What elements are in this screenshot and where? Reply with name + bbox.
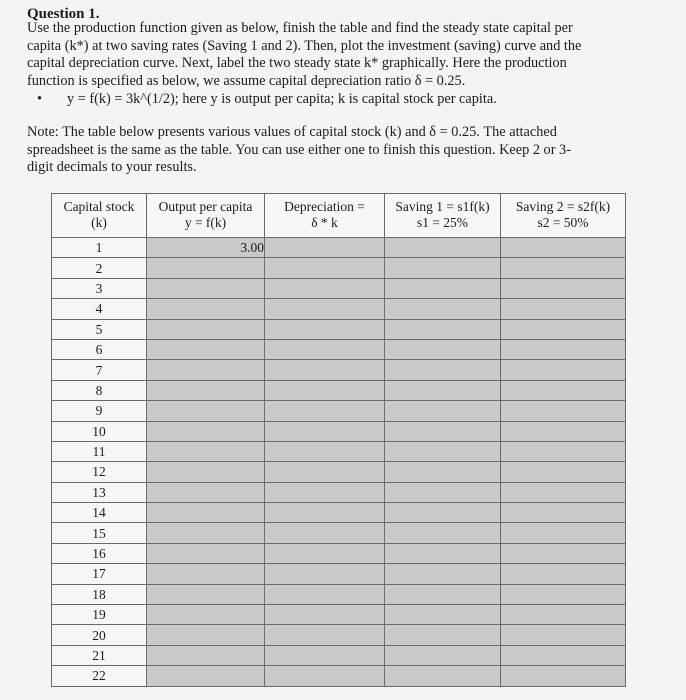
depreciation-cell[interactable] — [265, 543, 385, 563]
depreciation-cell[interactable] — [265, 441, 385, 461]
capital-stock-cell: 22 — [52, 666, 147, 686]
output-cell[interactable] — [147, 401, 265, 421]
table-header-row — [52, 194, 626, 238]
output-cell[interactable] — [147, 503, 265, 523]
saving-2-cell[interactable] — [501, 625, 626, 645]
table-row — [52, 584, 626, 604]
saving-2-cell[interactable] — [501, 666, 626, 686]
depreciation-cell[interactable] — [265, 319, 385, 339]
header-capital-stock: Capital stock (k) — [52, 194, 147, 238]
depreciation-cell[interactable] — [265, 523, 385, 543]
depreciation-cell[interactable] — [265, 564, 385, 584]
output-cell[interactable] — [147, 278, 265, 298]
depreciation-cell[interactable] — [265, 625, 385, 645]
capital-stock-cell: 12 — [52, 462, 147, 482]
depreciation-cell[interactable] — [265, 421, 385, 441]
output-cell[interactable]: 3.00 — [147, 238, 265, 258]
capital-stock-cell: 1 — [52, 238, 147, 258]
saving-1-cell[interactable] — [385, 605, 501, 625]
saving-2-cell[interactable] — [501, 258, 626, 278]
output-cell[interactable] — [147, 482, 265, 502]
capital-stock-cell: 2 — [52, 258, 147, 278]
output-cell[interactable] — [147, 666, 265, 686]
output-cell[interactable] — [147, 380, 265, 400]
table-row — [52, 462, 626, 482]
saving-2-cell[interactable] — [501, 584, 626, 604]
saving-1-cell[interactable] — [385, 319, 501, 339]
note-line: digit decimals to your results. — [27, 159, 197, 176]
header-output-per-capita: Output per capita y = f(k) — [147, 194, 265, 238]
saving-2-cell[interactable] — [501, 360, 626, 380]
saving-2-cell[interactable] — [501, 299, 626, 319]
saving-1-cell[interactable] — [385, 441, 501, 461]
saving-1-cell[interactable] — [385, 482, 501, 502]
output-cell[interactable] — [147, 339, 265, 359]
depreciation-cell[interactable] — [265, 339, 385, 359]
table-row — [52, 380, 626, 400]
saving-2-cell[interactable] — [501, 462, 626, 482]
saving-2-cell[interactable] — [501, 339, 626, 359]
note-line: spreadsheet is the same as the table. You can use either one to finish this question. Keep 2 or 3- — [27, 141, 571, 158]
intro-line: function is specified as below, we assume capital depreciation ratio δ = 0.25. — [27, 72, 466, 89]
saving-1-cell[interactable] — [385, 523, 501, 543]
table-row — [52, 605, 626, 625]
note-line: Note: The table below presents various values of capital stock (k) and δ = 0.25. The attached — [27, 124, 557, 140]
capital-stock-cell: 17 — [52, 564, 147, 584]
saving-2-cell[interactable] — [501, 319, 626, 339]
capital-stock-cell: 20 — [52, 625, 147, 645]
saving-1-cell[interactable] — [385, 380, 501, 400]
table-body — [52, 238, 626, 687]
production-function-text: y = f(k) = 3k^(1/2); here y is output per capita; k is capital stock per capita. — [67, 91, 497, 107]
output-cell[interactable] — [147, 462, 265, 482]
table-row — [52, 645, 626, 665]
capital-stock-cell: 14 — [52, 503, 147, 523]
capital-stock-cell: 13 — [52, 482, 147, 502]
saving-2-cell[interactable] — [501, 645, 626, 665]
capital-stock-cell: 4 — [52, 299, 147, 319]
saving-1-cell[interactable] — [385, 503, 501, 523]
note-paragraph — [27, 124, 657, 177]
output-cell[interactable] — [147, 523, 265, 543]
capital-stock-cell: 10 — [52, 421, 147, 441]
capital-table — [51, 193, 626, 687]
saving-2-cell[interactable] — [501, 441, 626, 461]
depreciation-cell[interactable] — [265, 645, 385, 665]
output-cell[interactable] — [147, 441, 265, 461]
intro-line: capital depreciation curve. Next, label the two steady state k* graphically. Here the production — [27, 55, 567, 72]
saving-2-cell[interactable] — [501, 523, 626, 543]
table-row — [52, 564, 626, 584]
depreciation-cell[interactable] — [265, 482, 385, 502]
saving-2-cell[interactable] — [501, 564, 626, 584]
table-row — [52, 625, 626, 645]
table-row — [52, 503, 626, 523]
capital-stock-cell: 18 — [52, 584, 147, 604]
output-cell[interactable] — [147, 299, 265, 319]
bullet-dot-icon: • — [37, 91, 43, 107]
depreciation-cell[interactable] — [265, 584, 385, 604]
intro-line: Use the production function given as below, finish the table and find the steady state capital per — [27, 20, 573, 36]
depreciation-cell[interactable] — [265, 258, 385, 278]
saving-1-cell[interactable] — [385, 462, 501, 482]
saving-2-cell[interactable] — [501, 380, 626, 400]
depreciation-cell[interactable] — [265, 238, 385, 258]
saving-1-cell[interactable] — [385, 401, 501, 421]
saving-1-cell[interactable] — [385, 543, 501, 563]
saving-1-cell[interactable] — [385, 339, 501, 359]
saving-2-cell[interactable] — [501, 482, 626, 502]
table-row — [52, 319, 626, 339]
capital-stock-cell: 15 — [52, 523, 147, 543]
saving-2-cell[interactable] — [501, 401, 626, 421]
header-saving-1: Saving 1 = s1f(k) s1 = 25% — [385, 194, 501, 238]
production-function-bullet — [37, 91, 497, 108]
output-cell[interactable] — [147, 543, 265, 563]
saving-1-cell[interactable] — [385, 360, 501, 380]
capital-stock-cell: 21 — [52, 645, 147, 665]
depreciation-cell[interactable] — [265, 278, 385, 298]
intro-line: capita (k*) at two saving rates (Saving 1 and 2). Then, plot the investment (saving) curve and the — [27, 37, 582, 54]
output-cell[interactable] — [147, 258, 265, 278]
table-row — [52, 482, 626, 502]
depreciation-cell[interactable] — [265, 380, 385, 400]
table-row — [52, 543, 626, 563]
output-cell[interactable] — [147, 319, 265, 339]
capital-stock-cell: 5 — [52, 319, 147, 339]
header-saving-2: Saving 2 = s2f(k) s2 = 50% — [501, 194, 626, 238]
output-cell[interactable] — [147, 584, 265, 604]
capital-stock-cell: 11 — [52, 441, 147, 461]
capital-stock-cell: 7 — [52, 360, 147, 380]
depreciation-cell[interactable] — [265, 401, 385, 421]
saving-1-cell[interactable] — [385, 564, 501, 584]
question-intro — [27, 20, 657, 90]
table-row — [52, 360, 626, 380]
output-cell[interactable] — [147, 625, 265, 645]
depreciation-cell[interactable] — [265, 605, 385, 625]
saving-2-cell[interactable] — [501, 503, 626, 523]
saving-2-cell[interactable] — [501, 605, 626, 625]
output-cell[interactable] — [147, 605, 265, 625]
saving-1-cell[interactable] — [385, 645, 501, 665]
depreciation-cell[interactable] — [265, 503, 385, 523]
table-row — [52, 523, 626, 543]
table-row — [52, 278, 626, 298]
saving-2-cell[interactable] — [501, 421, 626, 441]
table-row — [52, 401, 626, 421]
table-row — [52, 339, 626, 359]
depreciation-cell[interactable] — [265, 666, 385, 686]
saving-1-cell[interactable] — [385, 625, 501, 645]
output-cell[interactable] — [147, 360, 265, 380]
output-cell[interactable] — [147, 645, 265, 665]
header-depreciation: Depreciation = δ * k — [265, 194, 385, 238]
saving-2-cell[interactable] — [501, 278, 626, 298]
saving-1-cell[interactable] — [385, 258, 501, 278]
saving-1-cell[interactable] — [385, 278, 501, 298]
depreciation-cell[interactable] — [265, 360, 385, 380]
saving-1-cell[interactable] — [385, 421, 501, 441]
capital-stock-cell: 3 — [52, 278, 147, 298]
capital-stock-cell: 8 — [52, 380, 147, 400]
saving-2-cell[interactable] — [501, 543, 626, 563]
capital-stock-cell: 16 — [52, 543, 147, 563]
saving-1-cell[interactable] — [385, 299, 501, 319]
depreciation-cell[interactable] — [265, 299, 385, 319]
output-cell[interactable] — [147, 421, 265, 441]
table-row — [52, 441, 626, 461]
table-row — [52, 238, 626, 258]
table-row — [52, 421, 626, 441]
saving-2-cell[interactable] — [501, 238, 626, 258]
table-row — [52, 258, 626, 278]
saving-1-cell[interactable] — [385, 666, 501, 686]
capital-stock-cell: 19 — [52, 605, 147, 625]
capital-stock-cell: 9 — [52, 401, 147, 421]
output-cell[interactable] — [147, 564, 265, 584]
depreciation-cell[interactable] — [265, 462, 385, 482]
table-row — [52, 666, 626, 686]
saving-1-cell[interactable] — [385, 584, 501, 604]
table-row — [52, 299, 626, 319]
capital-stock-cell: 6 — [52, 339, 147, 359]
question-title: Question 1. — [27, 6, 100, 22]
saving-1-cell[interactable] — [385, 238, 501, 258]
